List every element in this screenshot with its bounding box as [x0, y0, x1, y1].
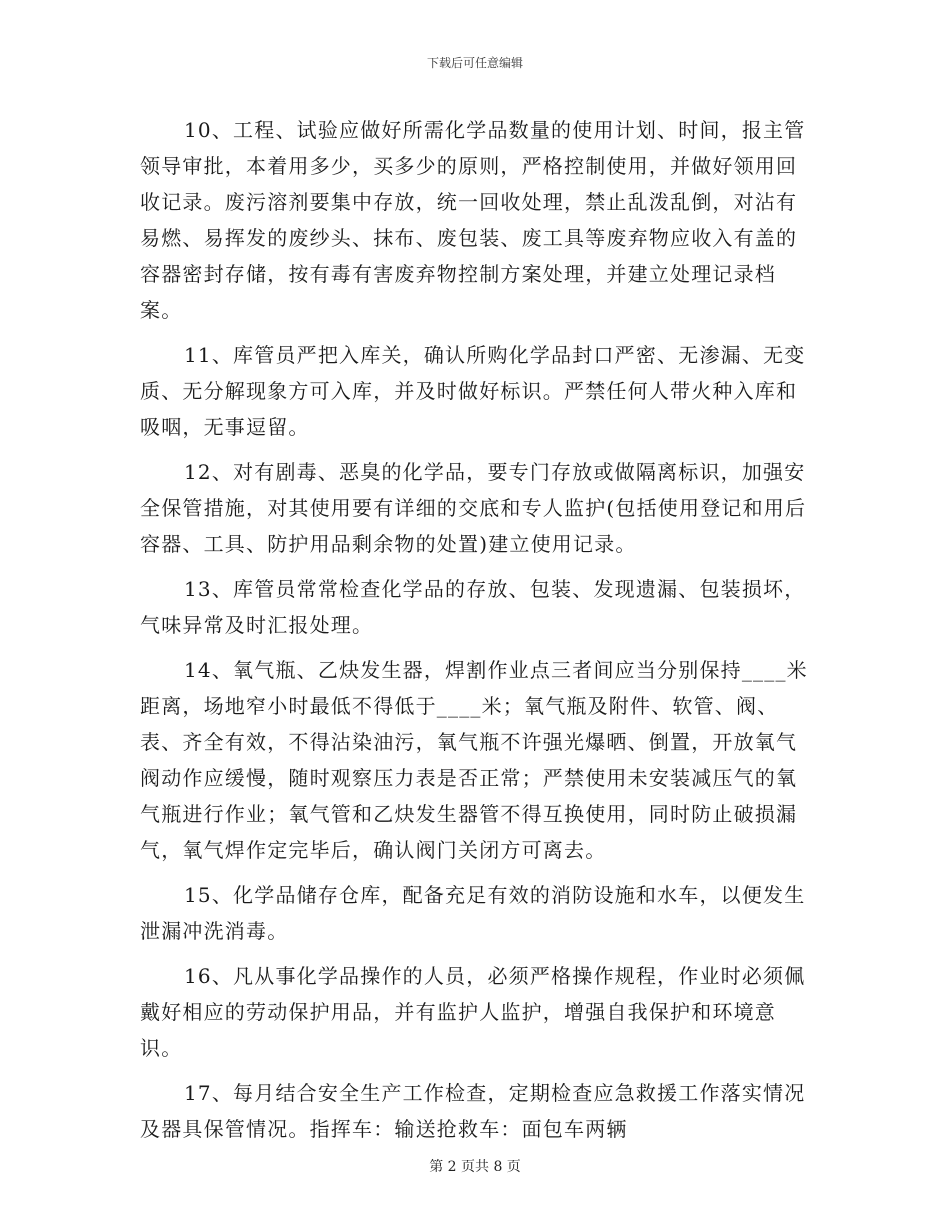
paragraph-10: 10、工程、试验应做好所需化学品数量的使用计划、时间，报主管领导审批，本着用多少，买多少的原则，严格控制使用，并做好领用回收记录。废污溶剂要集中存放，统一回收处理，禁止乱泼乱倒，对沾有易燃、易挥发的废纱头、抹布、废包装、废工具等废弃物应收入有盖的容器密封存储，按有毒有害废弃物控制方案处理，并建立处理记录档案。 [140, 118, 806, 322]
paragraph-13: 13、库管员常常检查化学品的存放、包装、发现遗漏、包装损坏，气味异常及时汇报处理。 [140, 577, 806, 637]
paragraph-11: 11、库管员严把入库关，确认所购化学品封口严密、无渗漏、无变质、无分解现象方可入库，并及时做好标识。严禁任何人带火种入库和吸咽，无事逗留。 [140, 343, 806, 439]
paragraph-15: 15、化学品储存仓库，配备充足有效的消防设施和水车，以便发生泄漏冲洗消毒。 [140, 883, 806, 943]
page-header: 下载后可任意编辑 [426, 56, 523, 70]
paragraph-12: 12、对有剧毒、恶臭的化学品，要专门存放或做隔离标识，加强安全保管措施，对其使用要有详细的交底和专人监护(包括使用登记和用后容器、工具、防护用品剩余物的处置)建立使用记录。 [140, 460, 807, 556]
page-number-footer: 第 2 页共 8 页 [429, 1159, 521, 1175]
paragraph-14: 14、氧气瓶、乙炔发生器，焊割作业点三者间应当分别保持____米距离，场地窄小时最低不得低于____米；氧气瓶及附件、软管、阀、表、齐全有效，不得沾染油污，氧气瓶不许强光爆晒、倒置，开放氧气阀动作应缓慢，随时观察压力表是否正常；严禁使用未安装减压气的氧气瓶进行作业；氧气管和乙炔发生器管不得互换使用，同时防止破损漏气，氧气焊作定完毕后，确认阀门关闭方可离去。 [140, 658, 808, 862]
document-body [140, 112, 812, 1156]
paragraph-17: 17、每月结合安全生产工作检查，定期检查应急救援工作落实情况及器具保管情况。指挥车：输送抢救车：面包车两辆 [140, 1081, 806, 1141]
paragraph-16: 16、凡从事化学品操作的人员，必须严格操作规程，作业时必须佩戴好相应的劳动保护用品，并有监护人监护，增强自我保护和环境意识。 [140, 964, 806, 1060]
